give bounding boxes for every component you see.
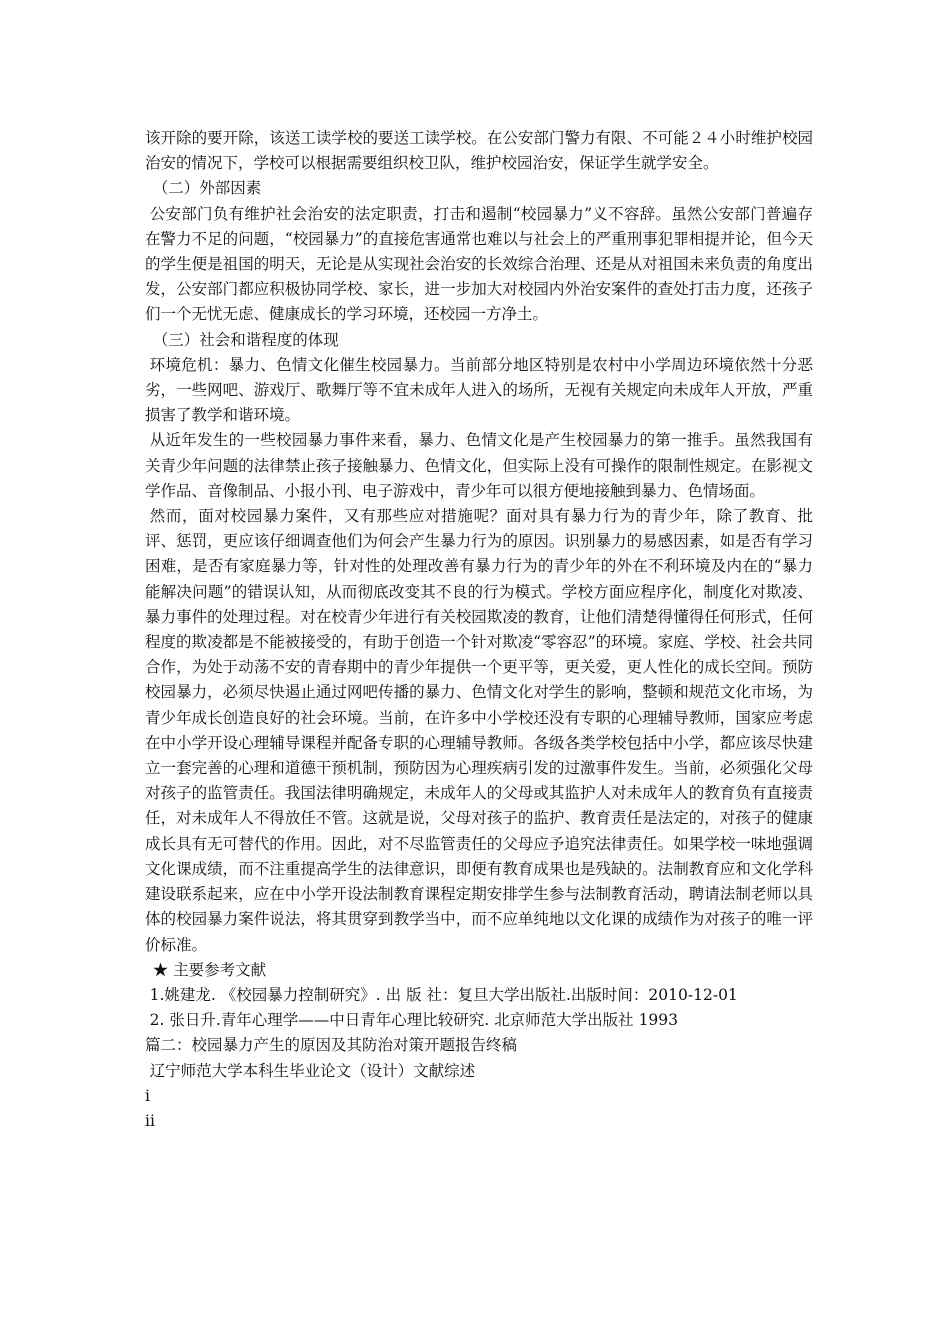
paragraph-intro: 该开除的要开除，该送工读学校的要送工读学校。在公安部门警力有限、不可能２４小时维护校园治安的情况下，学校可以根据需要组织校卫队，维护校园治安，保证学生就学安全。: [145, 129, 813, 173]
section-heading-external-factors: （二）外部因素: [152, 179, 262, 198]
section-heading-social-harmony: （三）社会和谐程度的体现: [152, 330, 339, 349]
paragraph-environment-crisis: 环境危机：暴力、色情文化催生校园暴力。当前部分地区特别是农村中小学周边环境依然十分恶劣，一些网吧、游戏厅、歌舞厅等不宜未成年人进入的场所，无视有关规定向未成年人开放，严重损害了教学和谐环境。: [145, 355, 813, 425]
reference-item-2: 2. 张日升.青年心理学——中日青年心理比较研究. 北京师范大学出版社 1993: [149, 1011, 679, 1030]
university-thesis-line: 辽宁师范大学本科生毕业论文（设计）文献综述: [149, 1061, 476, 1080]
paragraph-recent-incidents: 从近年发生的一些校园暴力事件来看，暴力、色情文化是产生校园暴力的第一推手。虽然我国有关青少年问题的法律禁止孩子接触暴力、色情文化，但实际上没有可操作的限制性规定。在影视文学作品、音像制品、小报小刊、电子游戏中，青少年可以很方便地接触到暴力、色情场面。: [145, 431, 813, 500]
roman-numeral-ii: ii: [145, 1111, 155, 1130]
reference-item-1: 1.姚建龙. 《校园暴力控制研究》. 出 版 社：复旦大学出版社.出版时间：2010-12-01: [149, 985, 738, 1004]
part-two-title: 篇二：校园暴力产生的原因及其防治对策开题报告终稿: [145, 1036, 518, 1055]
roman-numeral-i: i: [145, 1086, 150, 1105]
references-heading: ★ 主要参考文献: [152, 960, 267, 979]
paragraph-countermeasures: 然而，面对校园暴力案件，又有那些应对措施呢？面对具有暴力行为的青少年，除了教育、批评、惩罚，更应该仔细调查他们为何会产生暴力行为的原因。识别暴力的易感因素，如是否有学习困难，是否有家庭暴力等，针对性的处理改善有暴力行为的青少年的外在不利环境及内在的“暴力能解决问题”的错误认知，从而彻底改变其不良的行为模式。学校方面应程序化，制度化对欺凌、暴力事件的处理过程。对在校青少年进行有关校园欺凌的教育，让他们清楚得懂得任何形式，任何程度的欺凌都是不能被接受的，有助于创造一个针对欺凌“零容忍”的环境。家庭、学校、社会共同合作，为处于动荡不安的青春期中的青少年提供一个更平等，更关爱，更人性化的成长空间。预防校园暴力，必须尽快遏止通过网吧传播的暴力、色情文化对学生的影响，整顿和规范文化市场，为青少年成长创造良好的社会环境。当前，在许多中小学校还没有专职的心理辅导教师，国家应考虑在中小学开设心理辅导课程并配备专职的心理辅导教师。各级各类学校包括中小学，都应该尽快建立一套完善的心理和道德干预机制，预防因为心理疾病引发的过激事件发生。当前，必须强化父母对孩子的监管责任。我国法律明确规定，未成年人的父母或其监护人对未成年人的教育负有直接责任，对未成年人不得放任不管。这就是说，父母对孩子的监护、教育责任是法定的，对孩子的健康成长具有无可替代的作用。因此，对不尽监管责任的父母应予追究法律责任。如果学校一味地强调文化课成绩，而不注重提高学生的法律意识，即便有教育成果也是残缺的。法制教育应和文化学科建设联系起来，应在中小学开设法制教育课程定期安排学生参与法制教育活动，聘请法制老师以具体的校园暴力案件说法，将其贯穿到教学当中，而不应单纯地以文化课的成绩作为对孩子的唯一评价标准。: [145, 507, 813, 954]
document-page: [145, 126, 813, 1134]
paragraph-external-factors: 公安部门负有维护社会治安的法定职责，打击和遏制“校园暴力”义不容辞。虽然公安部门普遍存在警力不足的问题，“校园暴力”的直接危害通常也难以与社会上的严重刑事犯罪相提并论，但今天的学生便是祖国的明天，无论是从实现社会治安的长效综合治理、还是从对祖国未来负责的角度出发，公安部门都应积极协同学校、家长，进一步加大对校园内外治安案件的查处打击力度，还孩子们一个无忧无虑、健康成长的学习环境，还校园一方净土。: [145, 204, 813, 324]
